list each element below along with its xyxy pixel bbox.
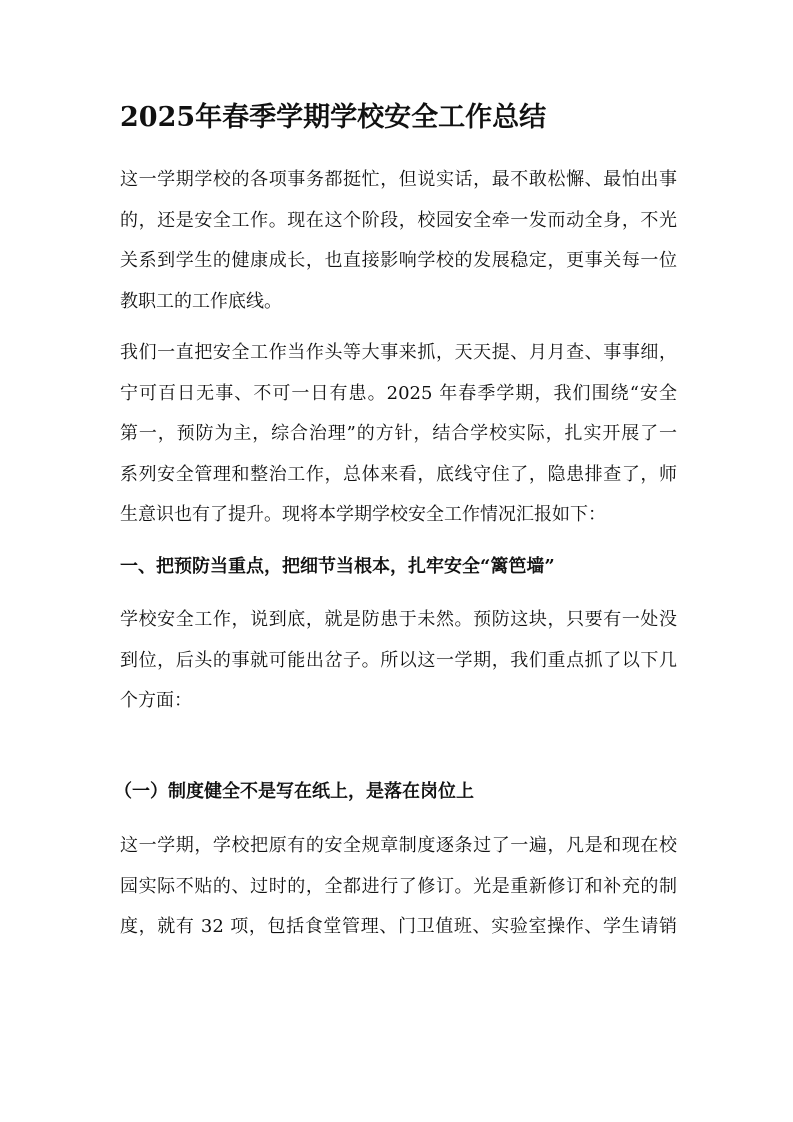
subsection-heading-1: （一）制度健全不是写在纸上，是落在岗位上 [114, 781, 474, 802]
text-line: 生意识也有了提升。现将本学期学校安全工作情况汇报如下： [120, 504, 606, 525]
text-line: 关系到学生的健康成长，也直接影响学校的发展稳定，更事关每一位 [120, 250, 677, 271]
text-line: 宁可百日无事、不可一日有患。2025 年春季学期，我们围绕“安全 [120, 382, 677, 404]
text-line: 我们一直把安全工作当作头等大事来抓，天天提、月月查、事事细， [120, 342, 677, 363]
text-line: 的，还是安全工作。现在这个阶段，校园安全牵一发而动全身，不光 [120, 209, 677, 231]
paragraph-prevention [120, 600, 677, 722]
text-line: 园实际不贴的、过时的，全都进行了修订。光是重新修订和补充的制 [120, 875, 677, 897]
text-line: 度，就有 32 项，包括食堂管理、门卫值班、实验室操作、学生请销 [120, 916, 677, 937]
paragraph-rules [120, 826, 677, 948]
text-line: 学校安全工作，说到底，就是防患于未然。预防这块，只要有一处没 [120, 609, 677, 630]
text-line: 教职工的工作底线。 [120, 290, 282, 312]
text-line: 这一学期学校的各项事务都挺忙，但说实话，最不敢松懈、最怕出事 [120, 169, 677, 190]
text-line: 系列安全管理和整治工作，总体来看，底线守住了，隐患排查了，师 [120, 463, 677, 485]
section-heading-1: 一、把预防当重点，把细节当根本，扎牢安全“篱笆墙” [120, 556, 555, 577]
paragraph-intro [120, 160, 677, 322]
text-line: 这一学期，学校把原有的安全规章制度逐条过了一遍，凡是和现在校 [120, 835, 677, 856]
document-title: 2025年春季学期学校安全工作总结 [120, 102, 547, 133]
text-line: 个方面： [120, 690, 192, 711]
text-line: 到位，后头的事就可能出岔子。所以这一学期，我们重点抓了以下几 [120, 649, 677, 671]
text-line: 第一，预防为主，综合治理”的方针，结合学校实际，扎实开展了一 [120, 423, 677, 444]
paragraph-overview [120, 333, 677, 536]
